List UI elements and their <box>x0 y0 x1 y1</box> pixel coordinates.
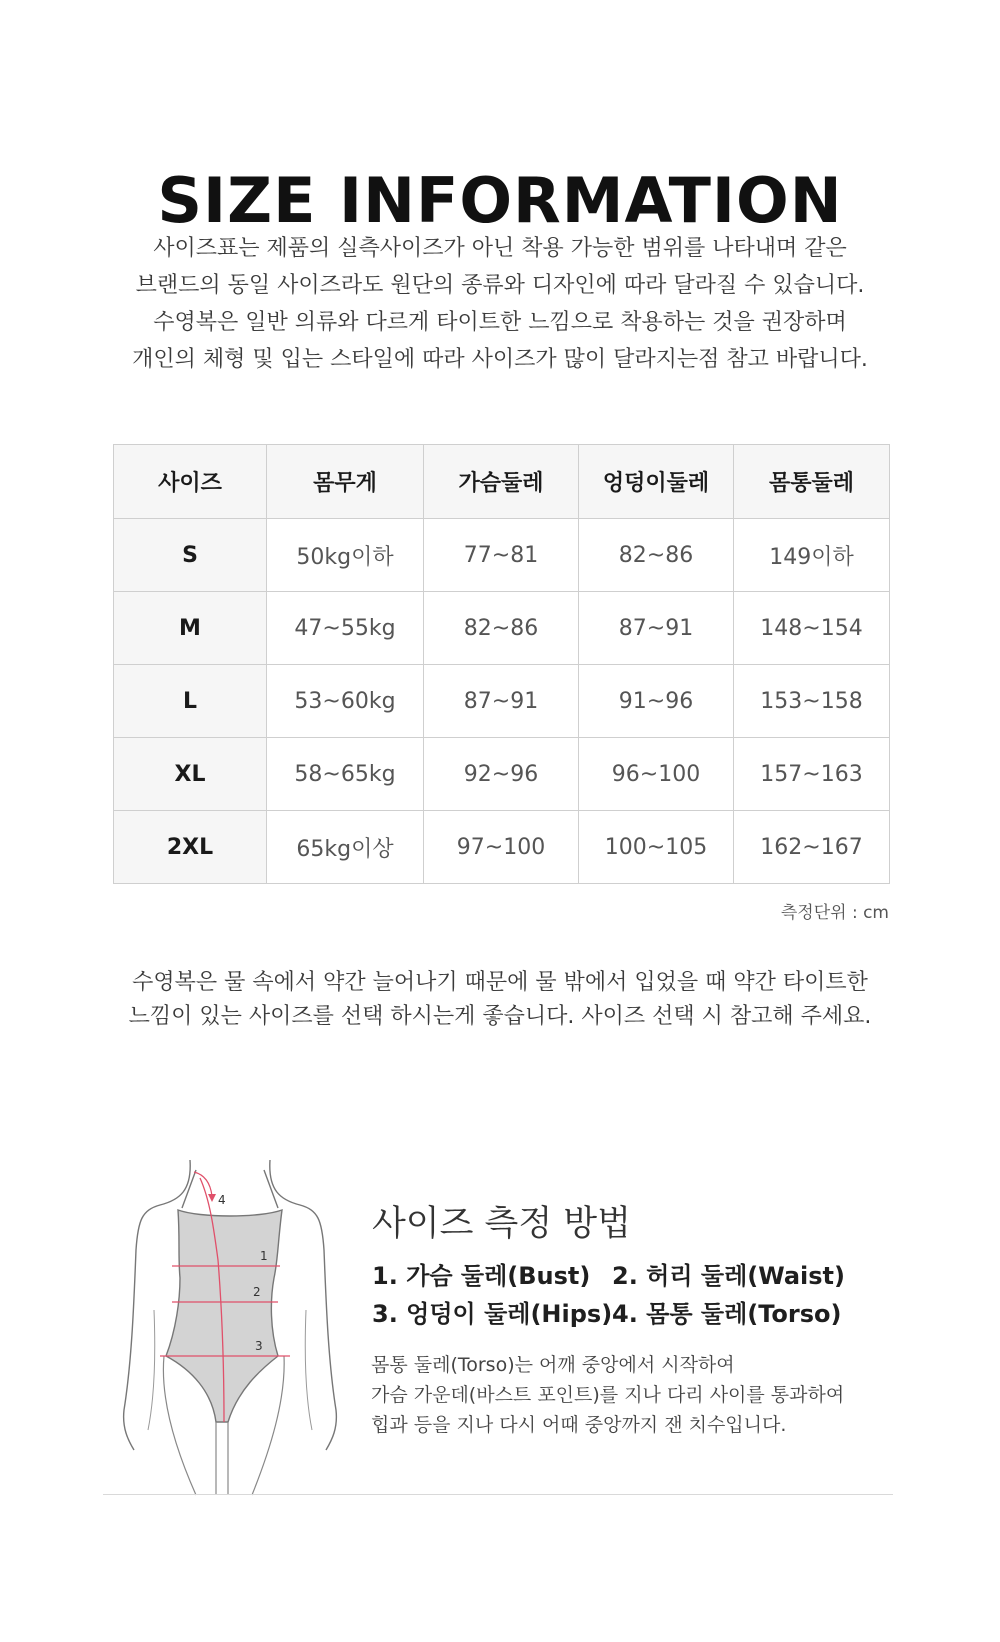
desc-line: 힙과 등을 지나 다시 어때 중앙까지 잰 치수입니다. <box>371 1414 787 1436</box>
intro-line: 브랜드의 동일 사이즈라도 원단의 종류와 디자인에 따라 달라질 수 있습니다. <box>135 273 865 298</box>
arrow-head <box>208 1194 216 1202</box>
weight-cell: 50kg이하 <box>267 519 424 592</box>
weight-cell: 53~60kg <box>267 665 424 738</box>
torso-description <box>371 1350 844 1440</box>
measurement-title: 사이즈 측정 방법 <box>372 1204 631 1244</box>
bottom-divider <box>103 1494 893 1495</box>
hips-cell: 100~105 <box>579 811 734 884</box>
header-size: 사이즈 <box>114 445 267 519</box>
bust-cell: 82~86 <box>424 592 579 665</box>
table-row <box>114 519 890 592</box>
figure-label-4: 4 <box>218 1193 226 1207</box>
torso-cell: 148~154 <box>734 592 890 665</box>
intro-line: 개인의 체형 및 입는 스타일에 따라 사이즈가 많이 달라지는점 참고 바랍니다. <box>132 347 868 372</box>
strap-lines <box>182 1170 278 1208</box>
measure-item-bust: 1. 가슴 둘레(Bust) <box>372 1262 591 1290</box>
hips-cell: 82~86 <box>579 519 734 592</box>
figure-label-3: 3 <box>255 1339 263 1353</box>
torso-cell: 162~167 <box>734 811 890 884</box>
note-line: 수영복은 물 속에서 약간 늘어나기 때문에 물 밖에서 입었을 때 약간 타이트한 <box>132 970 868 995</box>
bust-cell: 97~100 <box>424 811 579 884</box>
measurement-unit: 측정단위 : cm <box>780 903 889 923</box>
size-cell: L <box>114 665 267 738</box>
hips-cell: 87~91 <box>579 592 734 665</box>
table-row <box>114 592 890 665</box>
figure-label-2: 2 <box>253 1285 261 1299</box>
fit-note <box>0 966 1000 1034</box>
weight-cell: 47~55kg <box>267 592 424 665</box>
torso-cell: 157~163 <box>734 738 890 811</box>
swimsuit-measurement-figure <box>120 1160 340 1500</box>
note-line: 느낌이 있는 사이즈를 선택 하시는게 좋습니다. 사이즈 선택 시 참고해 주세요. <box>128 1004 872 1029</box>
size-cell: S <box>114 519 267 592</box>
intro-text <box>0 230 1000 378</box>
hips-cell: 96~100 <box>579 738 734 811</box>
weight-cell: 65kg이상 <box>267 811 424 884</box>
table-row <box>114 665 890 738</box>
measure-item-torso: 4. 몸통 둘레(Torso) <box>612 1300 842 1328</box>
measure-item-waist: 2. 허리 둘레(Waist) <box>612 1262 845 1290</box>
intro-line: 사이즈표는 제품의 실측사이즈가 아닌 착용 가능한 범위를 나타내며 같은 <box>153 236 847 261</box>
header-weight: 몸무게 <box>267 445 424 519</box>
size-cell: M <box>114 592 267 665</box>
torso-cell: 153~158 <box>734 665 890 738</box>
table-row <box>114 811 890 884</box>
torso-cell: 149이하 <box>734 519 890 592</box>
table-row <box>114 738 890 811</box>
weight-cell: 58~65kg <box>267 738 424 811</box>
desc-line: 몸통 둘레(Torso)는 어깨 중앙에서 시작하여 <box>371 1354 735 1376</box>
measure-item-hips: 3. 엉덩이 둘레(Hips) <box>372 1300 613 1328</box>
bust-cell: 92~96 <box>424 738 579 811</box>
size-cell: XL <box>114 738 267 811</box>
header-torso: 몸통둘레 <box>734 445 890 519</box>
figure-label-1: 1 <box>260 1249 268 1263</box>
page-title: SIZE INFORMATION <box>157 163 843 237</box>
header-hips: 엉덩이둘레 <box>579 445 734 519</box>
size-table <box>113 444 890 884</box>
intro-line: 수영복은 일반 의류와 다르게 타이트한 느낌으로 착용하는 것을 권장하며 <box>153 310 847 335</box>
bust-cell: 87~91 <box>424 665 579 738</box>
header-bust: 가슴둘레 <box>424 445 579 519</box>
size-cell: 2XL <box>114 811 267 884</box>
hips-cell: 91~96 <box>579 665 734 738</box>
table-header-row <box>114 445 890 519</box>
bust-cell: 77~81 <box>424 519 579 592</box>
desc-line: 가슴 가운데(바스트 포인트)를 지나 다리 사이를 통과하여 <box>371 1384 845 1406</box>
